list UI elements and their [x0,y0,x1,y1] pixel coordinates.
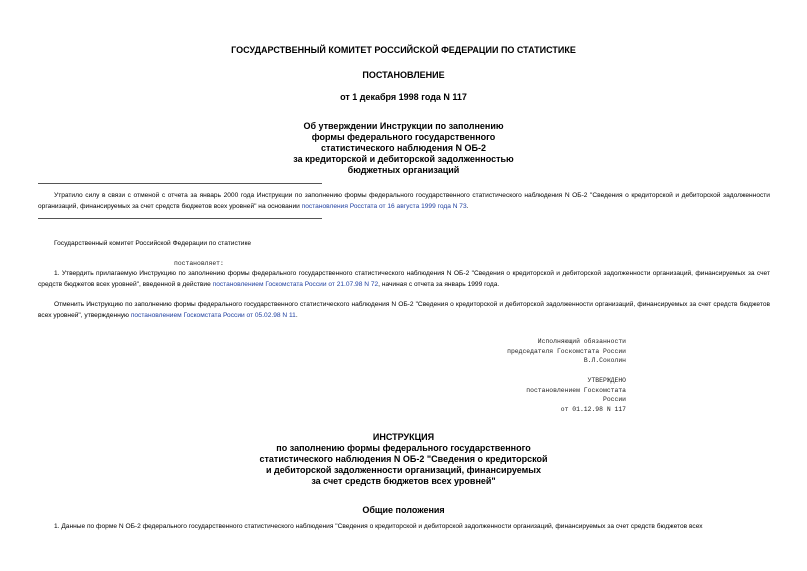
notice-end: . [466,203,469,210]
doc-type-title: ПОСТАНОВЛЕНИЕ [362,70,445,80]
p1-text: 1. Утвердить прилагаемую Инструкцию по заполнению формы федерального государственного статистического наблюдения N ОБ-2 "Сведения о кредиторской и дебиторской задолженности организаций, финансируемых за счет средств бюджетов всех уровней", введенной в действие [38,270,770,288]
document-title [0,121,807,176]
title-line: бюджетных организаций [347,165,460,175]
notice-bottom-divider [38,218,322,219]
instruction-title [0,432,807,487]
signature-line: Исполняющий обязанности [537,338,626,345]
doc-date-number: от 1 декабря 1998 года N 117 [340,92,467,102]
notice-text: Утратило силу в связи с отменой с отчета за январь 2000 года Инструкции по заполнению формы федерального государственного статистического наблюдения N ОБ-2 "Сведения о кредиторской и дебиторской задолженности организаций, финансируемых за счет средств бюджетов всех уровней" на основании [38,192,770,210]
instruction-line: статистического наблюдения N ОБ-2 "Сведения о кредиторской [259,454,548,464]
approved-block [420,376,626,414]
title-line: за кредиторской и дебиторской задолженностью [293,154,514,164]
p2-end: . [295,312,298,319]
issuer-text: Государственный комитет Российской Федерации по статистике [54,240,252,247]
instruction-line: за счет средств бюджетов всех уровней" [311,476,496,486]
signature-line: председателя Госкомстата России [507,347,626,355]
instruction-heading: ИНСТРУКЦИЯ [372,432,435,442]
approved-line: России [602,396,626,404]
approved-line: постановлением Госкомстата [526,386,626,394]
p1-end: , начиная с отчета за январь 1999 года. [378,281,500,288]
p2-link[interactable]: постановлением Госкомстата России от 05.02.98 N 11 [130,312,296,319]
p2-text: Отменить Инструкцию по заполнению формы федерального государственного статистического наблюдения N ОБ-2 "Сведения о кредиторской и дебиторской задолженности организаций, финансируемых за счет средств бюджетов всех уровней", утвержденную [38,301,770,319]
notice-link[interactable]: постановления Росстата от 16 августа 1999 года N 73 [301,203,467,210]
title-line: Об утверждении Инструкции по заполнению [303,121,504,131]
instruction-paragraph-1: 1. Данные по форме N ОБ-2 федерального государственного статистического наблюдения "Сведения о кредиторской и дебиторской задолженности организаций, финансируемых за счет средств бюджетов всех [54,523,703,530]
signature-name: В.Л.Соколин [583,357,626,365]
paragraph-2 [38,299,770,321]
paragraph-1 [38,268,770,290]
instruction-line: и дебиторской задолженности организаций, финансируемых [266,465,541,475]
title-line: формы федерального государственного [311,132,496,142]
resolves-text: постановляет: [174,260,224,267]
approved-line: УТВЕРЖДЕНО [587,377,626,384]
repeal-notice [38,190,770,212]
p1-link[interactable]: постановлением Госкомстата России от 21.07.98 N 72 [212,281,379,288]
agency-title: ГОСУДАРСТВЕННЫЙ КОМИТЕТ РОССИЙСКОЙ ФЕДЕРАЦИИ ПО СТАТИСТИКЕ [231,45,576,55]
notice-top-divider [38,183,322,184]
signature-block [420,337,626,366]
title-line: статистического наблюдения N ОБ-2 [321,143,486,153]
instruction-line: по заполнению формы федерального государственного [276,443,531,453]
section-heading: Общие положения [362,505,445,515]
approved-line: от 01.12.98 N 117 [560,405,626,413]
